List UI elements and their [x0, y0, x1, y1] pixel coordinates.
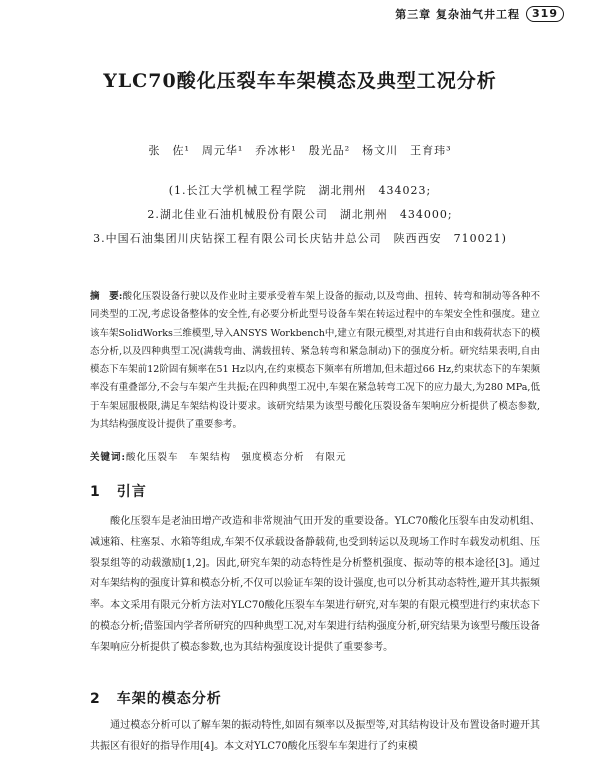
paragraph-text: 通过模态分析可以了解车架的振动特性,如固有频率以及振型等,对其结构设计及布置设备时避开其共振区有很好的指导作用[4]。本文对YLC70酸化压裂车车架进行了约束模 [90, 720, 540, 752]
section-title: 车架的模态分析 [116, 691, 222, 707]
abstract-text: 酸化压裂设备行驶以及作业时主要承受着车架上设备的振动,以及弯曲、扭转、转弯和制动等各种不同类型的工况,考虑设备整体的安全性,有必要分析此型号设备车架在转运过程中的车架安全性和强度。建立该车架SolidWorks三维模型,导入ANSYS Workbench中,建立有限元模型,对其进行自由和载荷状态下的模态分析,以及四种典型工况(满载弯曲、满载扭转、紧急转弯和紧急制动)下的强度分析。研究结果表明,自由模态下车架前12阶固有频率在51 Hz以内,在约束模态下频率有所增加,但未超过66 Hz,约束状态下的车架频率没有重叠部分,不会与车架产生共振;在四种典型工况中,车架在紧急转弯工况下的应力最大,为280 MPa,低于车架屈服极限,满足车架结构设计要求。该研究结果为该型号酸化压裂设备车架响应分析提供了模态参数,为其结构强度设计提供了重要参考。 [90, 291, 540, 431]
author-list: 张 佐¹ 周元华¹ 乔冰彬¹ 殷光品² 杨文川 王育玮³ [148, 144, 452, 157]
affiliation-3: 3.中国石油集团川庆钻探工程有限公司长庆钻井总公司 陕西西安 710021) [93, 232, 507, 245]
keywords-text: 酸化压裂车 车架结构 强度模态分析 有限元 [126, 452, 347, 463]
paper-title: YLC70酸化压裂车车架模态及典型工况分析 [103, 70, 497, 92]
section-number: 1 [90, 484, 101, 500]
running-head [395, 6, 564, 22]
affiliation-1: (1.长江大学机械工程学院 湖北荆州 434023; [168, 184, 432, 197]
section-title: 引言 [116, 484, 147, 500]
abstract [90, 288, 540, 434]
paragraph-text: 酸化压裂车是老油田增产改造和非常规油气田开发的重要设备。YLC70酸化压裂车由发动机组、减速箱、柱塞泵、水箱等组成,车架不仅承载设备静载荷,也受到转运以及现场工作时车载发动机组、压裂泵组等的动载激励[1,2]。因此,研究车架的动态特性是分析整机强度、振动等的根本途径[3]。通过对车架结构的强度计算和模态分析,不仅可以验证车架的设计强度,也可以分析其动态特性,避开其共振频率。 [90, 516, 540, 611]
paragraph-text: 本文采用有限元分析方法对YLC70酸化压裂车车架进行研究,对车架的有限元模型进行约束状态下的模态分析;借鉴国内学者所研究的四种典型工况,对车架进行结构强度分析,研究结果为该型号酸压设备车架响应分析提供了模态参数,也为其结构强度设计提供了重要参考。 [90, 600, 540, 653]
section-number: 2 [90, 691, 101, 707]
chapter-title: 第三章 复杂油气井工程 [395, 8, 521, 21]
keywords [90, 449, 540, 463]
affiliation-2: 2.湖北佳业石油机械股份有限公司 湖北荆州 434000; [147, 208, 453, 221]
section-heading-modal-analysis [90, 688, 222, 708]
page-number: 319 [526, 6, 564, 22]
paragraph [90, 596, 540, 658]
abstract-label: 摘 要: [90, 291, 123, 302]
section-heading-introduction [90, 481, 147, 501]
paragraph [90, 716, 540, 758]
keywords-label: 关键词: [90, 452, 127, 463]
